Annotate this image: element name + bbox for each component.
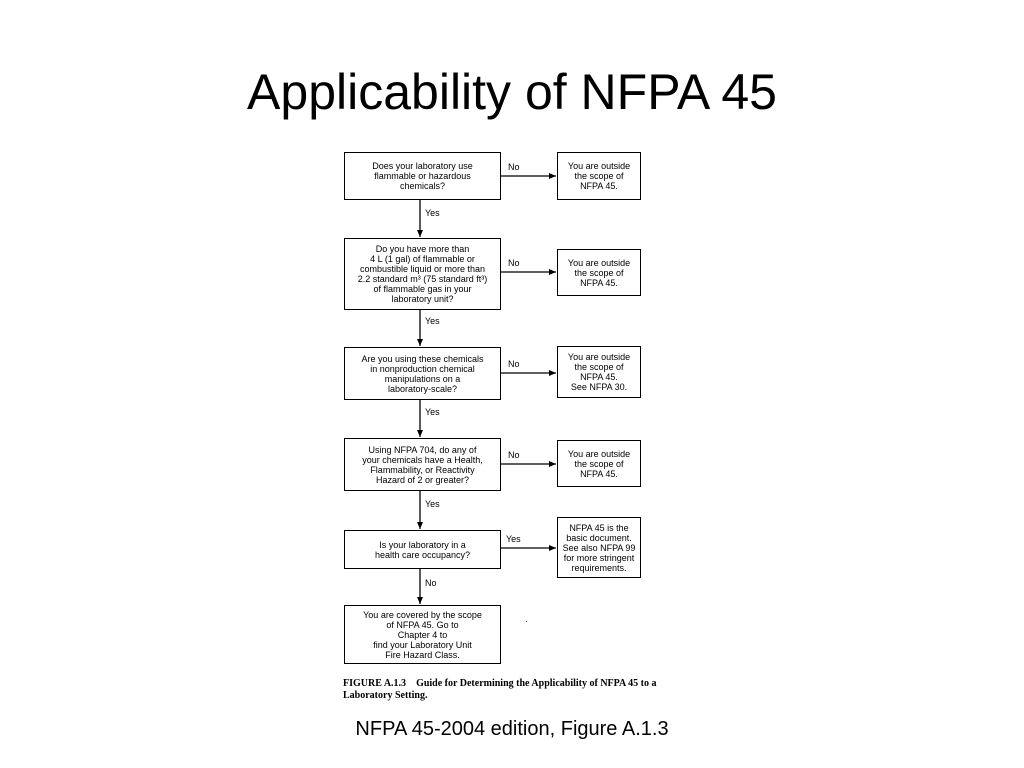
stray-mark: ·: [525, 617, 528, 626]
edge-label-no: No: [425, 578, 437, 588]
edge-label-yes: Yes: [425, 407, 440, 417]
edge-label-no: No: [508, 359, 520, 369]
outcome-box-outside-scope-1: You are outside the scope of NFPA 45.: [557, 152, 641, 200]
figure-caption: [343, 678, 663, 702]
edge-label-yes: Yes: [425, 499, 440, 509]
edge-label-yes: Yes: [506, 534, 521, 544]
edge-label-no: No: [508, 258, 520, 268]
edge-label-no: No: [508, 450, 520, 460]
edge-label-no: No: [508, 162, 520, 172]
outcome-box-outside-scope-nfpa-30: You are outside the scope of NFPA 45. See NFPA 30.: [557, 346, 641, 398]
question-box-flammable-use: Does your laboratory use flammable or hazardous chemicals?: [344, 152, 501, 200]
figure-caption-text: Guide for Determining the Applicability of NFPA 45 to a Laboratory Setting.: [343, 678, 657, 701]
edge-label-yes: Yes: [425, 316, 440, 326]
source-note: NFPA 45-2004 edition, Figure A.1.3: [355, 718, 669, 740]
edge-label-yes: Yes: [425, 208, 440, 218]
outcome-box-outside-scope-2: You are outside the scope of NFPA 45.: [557, 249, 641, 296]
question-box-nfpa-704: Using NFPA 704, do any of your chemicals have a Health, Flammability, or Reactivity Hazard of 2 or greater?: [344, 438, 501, 491]
question-box-health-care: Is your laboratory in a health care occupancy?: [344, 530, 501, 569]
outcome-box-nfpa-99: NFPA 45 is the basic document. See also NFPA 99 for more stringent requirements.: [557, 517, 641, 578]
question-box-quantity: Do you have more than 4 L (1 gal) of flammable or combustible liquid or more than 2.2 standard m³ (75 standard ft³) of flammable gas in your laboratory unit?: [344, 238, 501, 310]
outcome-box-outside-scope-3: You are outside the scope of NFPA 45.: [557, 440, 641, 487]
slide-title: Applicability of NFPA 45: [247, 64, 777, 120]
result-box-covered: You are covered by the scope of NFPA 45. Go to Chapter 4 to find your Laboratory Unit Fire Hazard Class.: [344, 605, 501, 664]
figure-number: FIGURE A.1.3: [343, 678, 407, 689]
question-box-nonproduction: Are you using these chemicals in nonproduction chemical manipulations on a laboratory-scale?: [344, 347, 501, 400]
